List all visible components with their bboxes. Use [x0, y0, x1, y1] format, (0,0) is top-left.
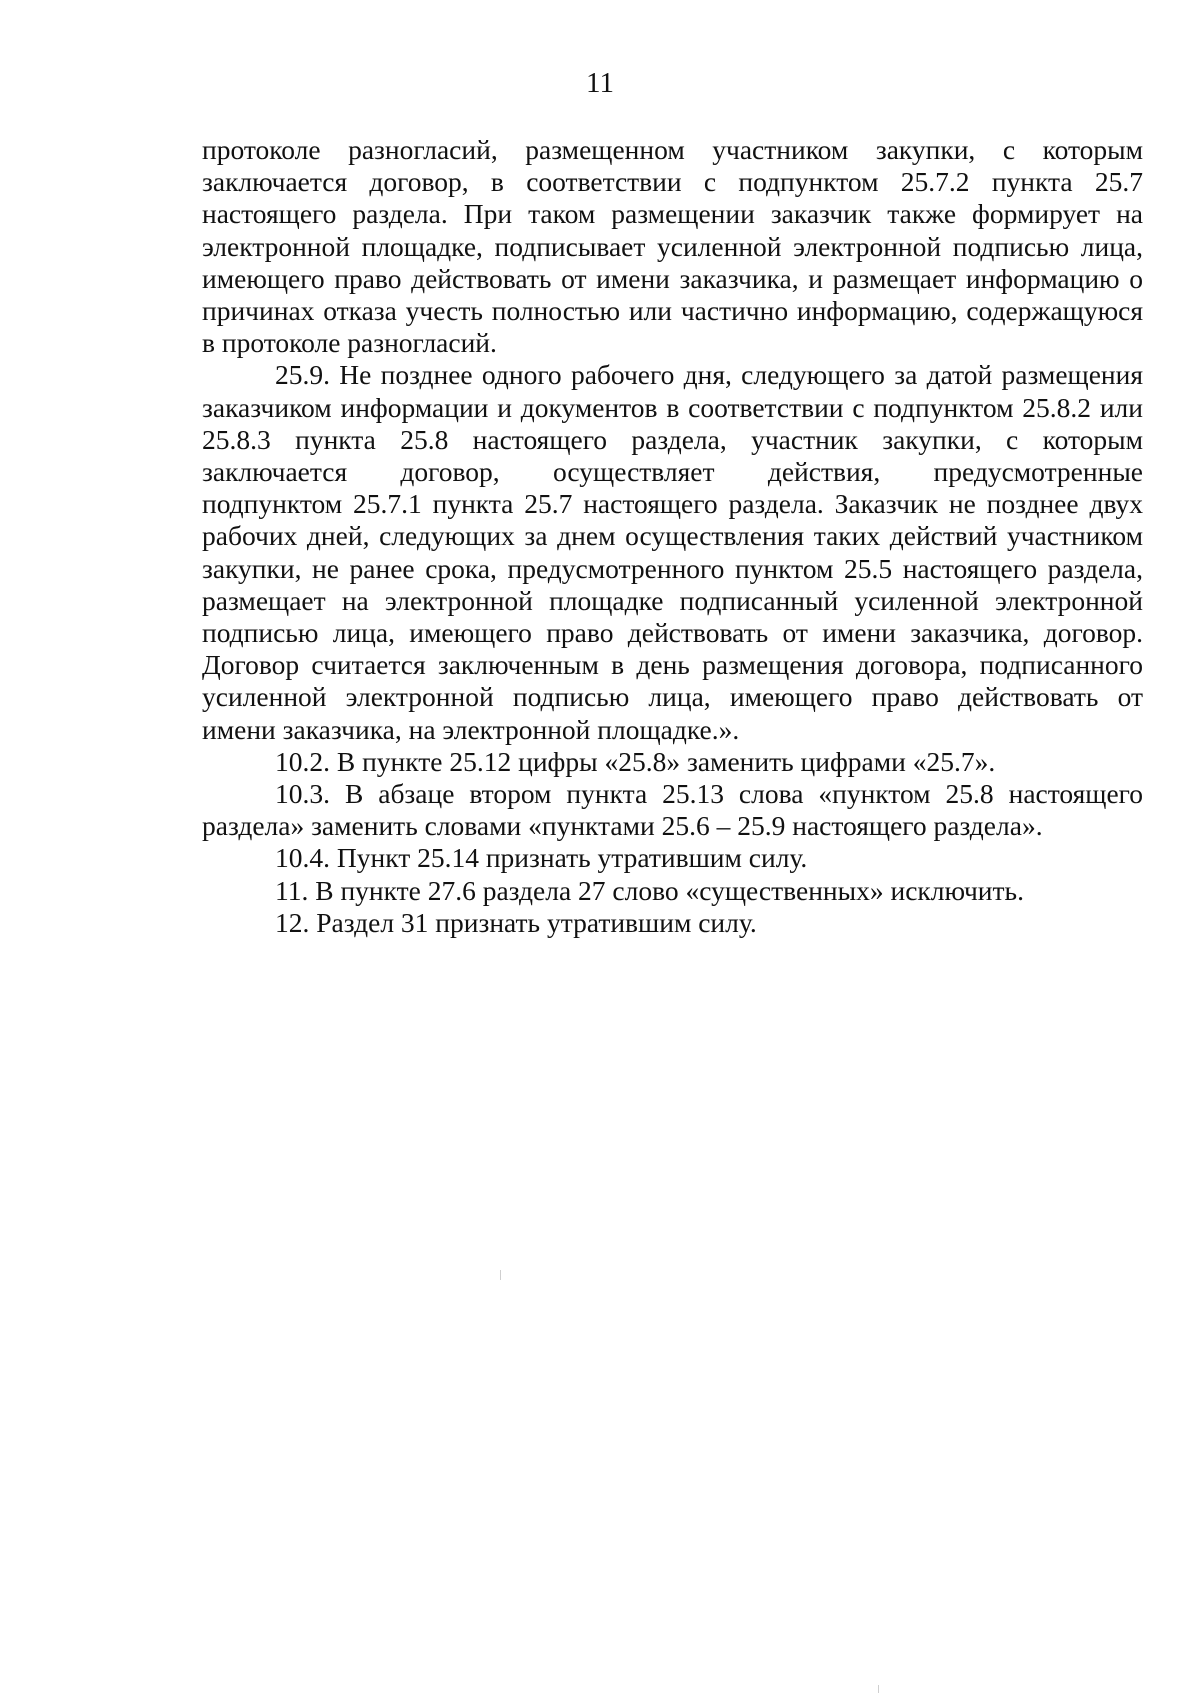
text-line: электронной площадке, подписывает усиленной электронной подписью лица, [202, 230, 1143, 262]
paragraph-12 [202, 907, 1143, 939]
text-line: закупки, не ранее срока, предусмотренного пунктом 25.5 настоящего раздела, [202, 552, 1143, 584]
text-line: усиленной электронной подписью лица, имеющего право действовать от [202, 681, 1143, 713]
paragraph-10-3 [202, 778, 1143, 842]
paragraph-10-4 [202, 842, 1143, 874]
text-line: заказчиком информации и документов в соответствии с подпунктом 25.8.2 или [202, 391, 1143, 423]
text-line: подписью лица, имеющего право действовать от имени заказчика, договор. [202, 617, 1143, 649]
text-line: 12. Раздел 31 признать утратившим силу. [275, 906, 757, 938]
text-line: размещает на электронной площадке подписанный усиленной электронной [202, 584, 1143, 616]
text-line: 11. В пункте 27.6 раздела 27 слово «существенных» исключить. [275, 874, 1024, 906]
text-line: 10.3. В абзаце втором пункта 25.13 слова «пунктом 25.8 настоящего [275, 778, 1143, 810]
text-line: настоящего раздела. При таком размещении заказчик также формирует на [202, 198, 1143, 230]
text-line: 25.8.3 пункта 25.8 настоящего раздела, участник закупки, с которым [202, 423, 1143, 455]
scan-artifact [500, 1270, 501, 1280]
text-line: рабочих дней, следующих за днем осуществления таких действий участником [202, 520, 1143, 552]
scan-artifact [878, 1685, 879, 1693]
paragraph-11 [202, 875, 1143, 907]
text-line: подпунктом 25.7.1 пункта 25.7 настоящего раздела. Заказчик не позднее двух [202, 488, 1143, 520]
paragraph-10-2 [202, 746, 1143, 778]
paragraph-continuation [202, 134, 1143, 359]
text-line: 25.9. Не позднее одного рабочего дня, следующего за датой размещения [275, 359, 1143, 391]
text-line: 10.2. В пункте 25.12 цифры «25.8» заменить цифрами «25.7». [275, 745, 996, 777]
text-line: имеющего право действовать от имени заказчика, и размещает информацию о [202, 262, 1143, 294]
text-line: протоколе разногласий, размещенном участником закупки, с которым [202, 134, 1143, 165]
text-line: причинах отказа учесть полностью или частично информацию, содержащуюся [202, 295, 1143, 327]
page-number: 11 [586, 67, 614, 99]
text-line: имени заказчика, на электронной площадке.». [202, 713, 740, 745]
text-line: в протоколе разногласий. [202, 327, 497, 359]
text-line: заключается договор, в соответствии с подпунктом 25.7.2 пункта 25.7 [202, 166, 1143, 198]
text-line: раздела» заменить словами «пунктами 25.6 – 25.9 настоящего раздела». [202, 810, 1043, 842]
text-line: заключается договор, осуществляет действия, предусмотренные [202, 456, 1143, 488]
document-body [202, 134, 1143, 939]
paragraph-25-9 [202, 359, 1143, 745]
text-line: Договор считается заключенным в день размещения договора, подписанного [202, 649, 1143, 681]
text-line: 10.4. Пункт 25.14 признать утратившим силу. [275, 842, 808, 874]
